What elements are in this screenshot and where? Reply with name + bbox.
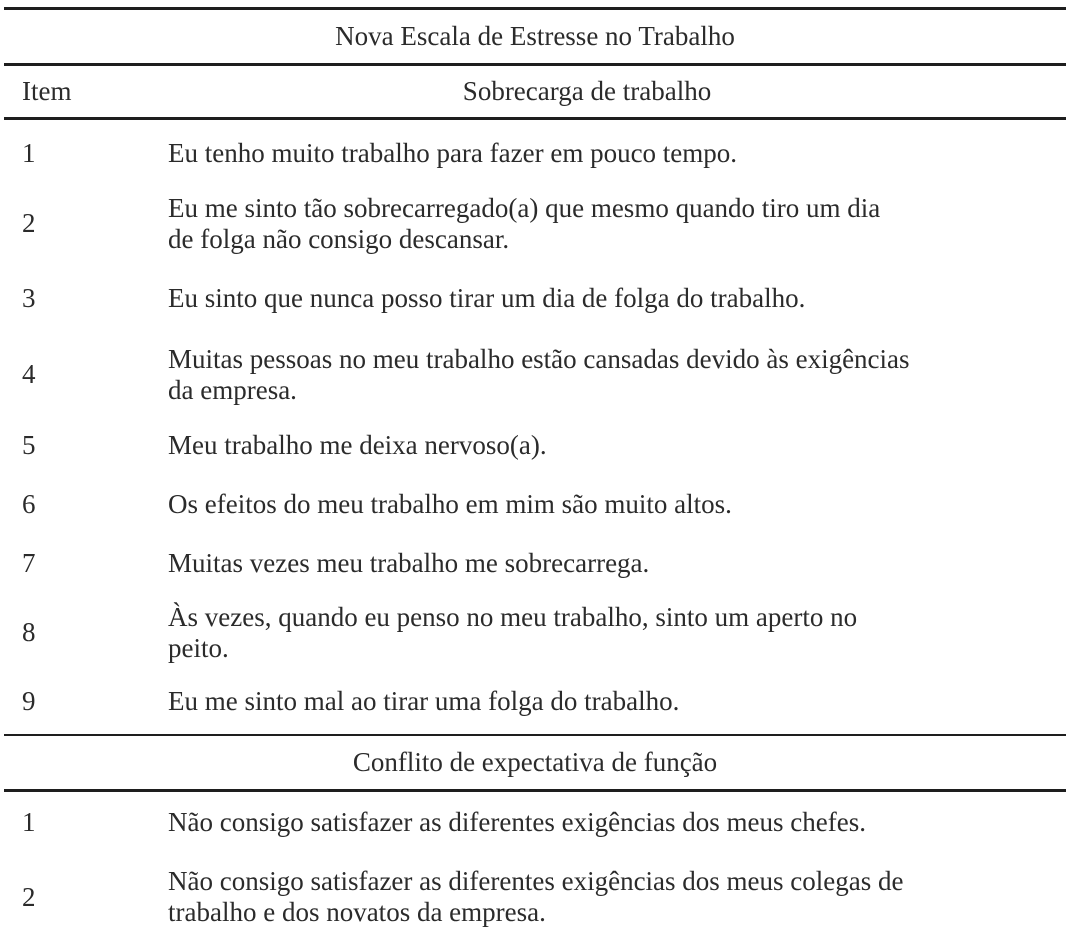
item-text-line: trabalho e dos novatos da empresa. <box>168 897 546 927</box>
item-number: 3 <box>22 283 36 313</box>
item-number: 5 <box>22 429 36 460</box>
item-text <box>168 489 1066 520</box>
table-row <box>4 531 1066 596</box>
section-header-role-conflict: Conflito de expectativa de função <box>352 747 718 777</box>
item-text <box>168 807 1066 838</box>
item-text <box>168 283 1066 314</box>
item-text <box>168 686 1066 717</box>
section-overload-rows <box>4 120 1066 734</box>
item-number: 6 <box>22 488 36 519</box>
item-text-line: Eu me sinto mal ao tirar uma folga do trabalho. <box>168 686 680 716</box>
item-text-line: Meu trabalho me deixa nervoso(a). <box>168 429 547 460</box>
table-row <box>4 120 1066 186</box>
table-row <box>4 477 1066 531</box>
item-text-line: da empresa. <box>168 374 297 405</box>
item-text <box>168 344 1066 406</box>
table-row <box>4 336 1066 413</box>
item-text-line: Eu sinto que nunca posso tirar um dia de folga do trabalho. <box>168 283 806 313</box>
item-text-line: Eu me sinto tão sobrecarregado(a) que mesmo quando tiro um dia <box>168 192 881 223</box>
item-number: 1 <box>22 137 36 168</box>
item-text-line: Não consigo satisfazer as diferentes exigências dos meus chefes. <box>168 806 866 837</box>
item-text-line: peito. <box>168 632 229 663</box>
section-title: Sobrecarga de trabalho <box>462 76 712 106</box>
item-text <box>168 548 1066 579</box>
item-number: 2 <box>22 208 36 238</box>
item-text <box>168 430 1066 461</box>
item-text <box>168 866 1066 928</box>
table-row <box>4 792 1066 852</box>
item-text-line: Os efeitos do meu trabalho em mim são muito altos. <box>168 488 732 519</box>
item-text-line: Não consigo satisfazer as diferentes exigências dos meus colegas de <box>168 866 904 896</box>
item-text-line: Muitas vezes meu trabalho me sobrecarrega. <box>168 548 650 578</box>
item-number: 4 <box>22 359 36 389</box>
item-number: 2 <box>22 881 36 912</box>
item-text <box>168 193 1066 255</box>
stress-scale-table <box>4 7 1066 942</box>
item-column-header: Item <box>22 76 72 106</box>
item-number: 8 <box>22 617 36 647</box>
table-row <box>4 186 1066 261</box>
item-number: 1 <box>22 806 36 837</box>
table-row <box>4 596 1066 669</box>
item-number: 9 <box>22 686 36 716</box>
table-row <box>4 852 1066 942</box>
item-text-line: Às vezes, quando eu penso no meu trabalho, sinto um aperto no <box>168 601 858 632</box>
table-row <box>4 413 1066 477</box>
table-row <box>4 669 1066 734</box>
item-text <box>168 138 1066 169</box>
table-title: Nova Escala de Estresse no Trabalho <box>335 21 735 51</box>
section-role-conflict-rows <box>4 792 1066 942</box>
item-text-line: Eu tenho muito trabalho para fazer em pouco tempo. <box>168 137 738 168</box>
item-text-line: de folga não consigo descansar. <box>168 223 510 254</box>
section-header-overload <box>4 66 1066 117</box>
item-text <box>168 602 1066 664</box>
table-row <box>4 261 1066 336</box>
item-number: 7 <box>22 548 36 578</box>
item-text-line: Muitas pessoas no meu trabalho estão cansadas devido às exigências <box>168 343 910 374</box>
